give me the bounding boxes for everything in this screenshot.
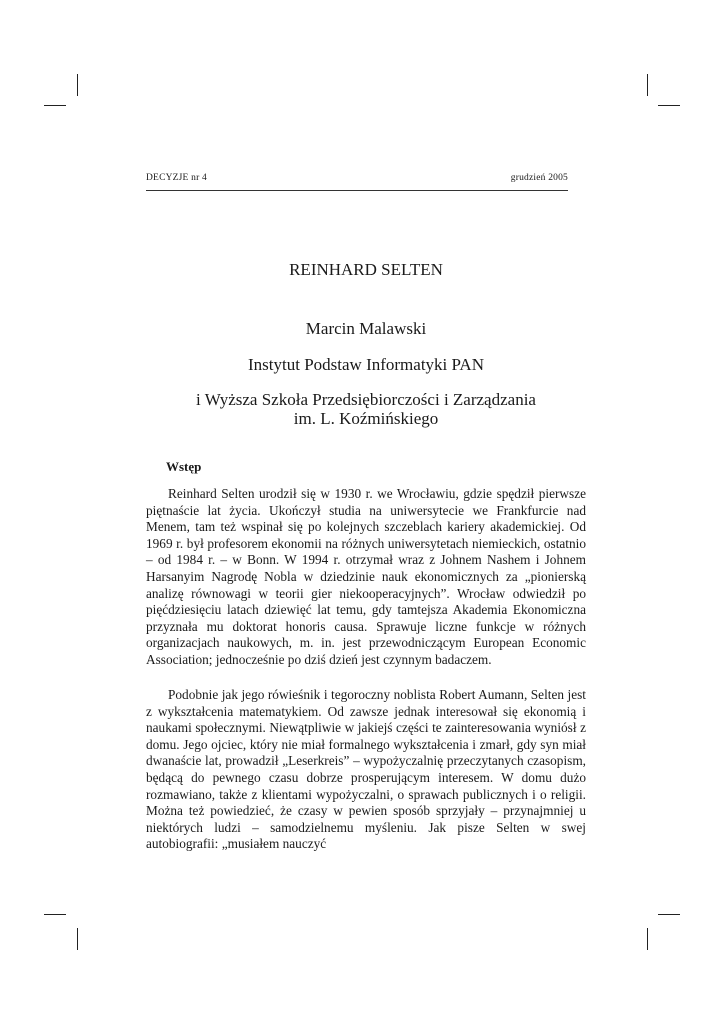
article-title: REINHARD SELTEN (289, 260, 443, 279)
author-name: Marcin Malawski (305, 319, 427, 338)
crop-mark-bottom-left-horizontal (44, 914, 66, 915)
body-paragraph: Reinhard Selten urodził się w 1930 r. we Wrocławiu, gdzie spędził pierwsze piętnaście lat życia. Ukończył studia na uniwersytecie we Frankfurcie nad Menem, tam też wspinał się po kolejnych szczeblach kariery akademickiej. Od 1969 r. był profesorem ekonomii na różnych uniwersytetach niemieckich, ostatnio – od 1984 r. – w Bonn. W 1994 r. otrzymał wraz z Johnem Nashem i Johnem Harsanyim Nagrodę Nobla w dziedzinie nauk ekonomicznych za „pionierską analizę równowagi w teorii gier niekooperacyjnych”. Wrocław odwiedził po pięćdziesięciu latach dziewięć lat temu, gdy tamtejsza Akademia Ekonomiczna przyznała mu doktorat honoris causa. Sprawuje liczne funkcje w różnych organizacjach naukowych, m. in. jest przewodniczącym European Economic Association; jednocześnie po dziś dzień jest czynnym badaczem. (146, 486, 586, 667)
affiliation-2-line-2: im. L. Koźmińskiego (293, 409, 439, 428)
section-heading: Wstęp (166, 459, 202, 474)
affiliation-2-line-1: i Wyższa Szkoła Przedsiębiorczości i Zarządzania (196, 390, 536, 409)
affiliation-1: Instytut Podstaw Informatyki PAN (248, 355, 484, 374)
crop-mark-top-right-vertical (647, 74, 648, 96)
header-rule (146, 190, 568, 191)
crop-mark-bottom-left-vertical (77, 928, 78, 950)
journal-name: DECYZJE nr 4 (146, 173, 207, 183)
crop-mark-bottom-right-horizontal (658, 914, 680, 915)
crop-mark-top-left-vertical (77, 74, 78, 96)
crop-mark-top-right-horizontal (658, 105, 680, 106)
crop-mark-top-left-horizontal (44, 105, 66, 106)
body-paragraph: Podobnie jak jego rówieśnik i tegoroczny noblista Robert Aumann, Selten jest z wykształcenia matematykiem. Od zawsze jednak interesował się ekonomią i naukami społecznymi. Niewątpliwie w jakiejś części te zainteresowania wyniósł z domu. Jego ojciec, który nie miał formalnego wykształcenia i zmarł, gdy syn miał dwanaście lat, prowadził „Leserkreis” – wypożyczalnię przeczytanych czasopism, będącą do pewnego czasu dobrze prosperującym interesem. W domu dużo rozmawiano, także z klientami wypożyczalni, o sprawach publicznych i o religii. Można też powiedzieć, że czasy w pewien sposób sprzyjały – przynajmniej u niektórych ludzi – samodzielnemu myśleniu. Jak pisze Selten w swej autobiografii: „musiałem nauczyć (146, 687, 586, 852)
crop-mark-bottom-right-vertical (647, 928, 648, 950)
issue-date: grudzień 2005 (510, 173, 568, 183)
